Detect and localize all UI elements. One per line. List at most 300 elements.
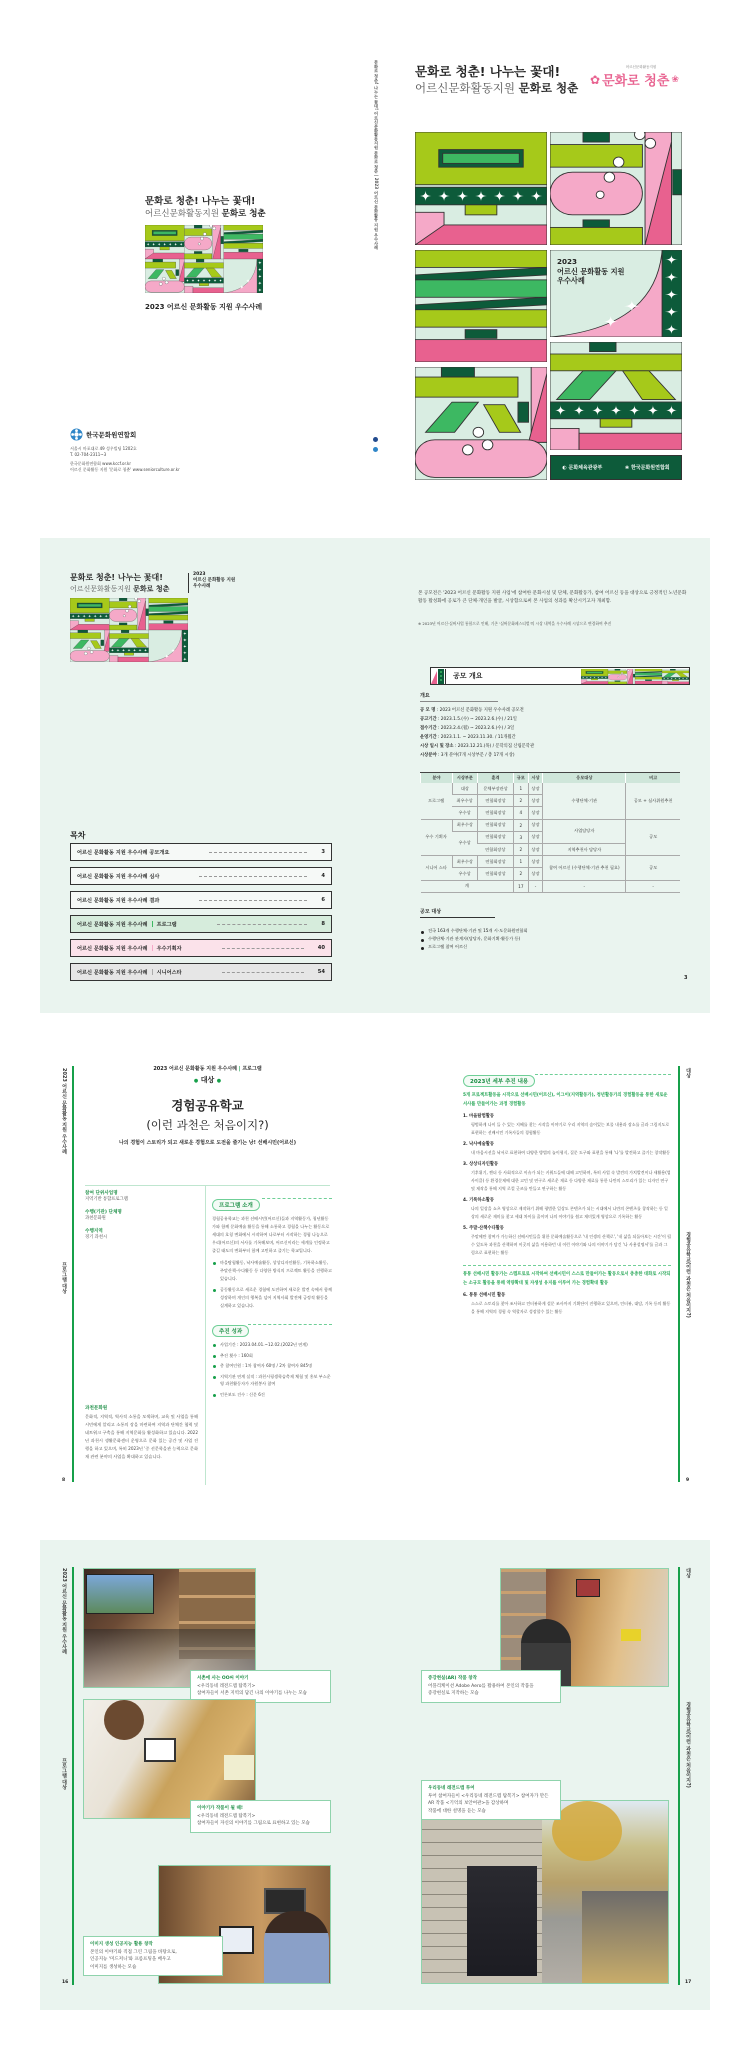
- detail-row: [420, 733, 534, 742]
- pattern-tile: [184, 259, 223, 293]
- pattern-tile: [224, 225, 263, 259]
- detail-row: [420, 715, 534, 724]
- toc-item[interactable]: [70, 867, 332, 885]
- toc-separator: [152, 921, 153, 927]
- detail-item-title: 4. 기록하소활동: [463, 1198, 495, 1203]
- th: 훈격: [478, 773, 514, 784]
- detail-item-title: 5. 주말·산책수다활동: [463, 1226, 504, 1231]
- pattern-shape: [645, 679, 651, 680]
- pattern-dot: [596, 191, 604, 199]
- cell: 2: [514, 819, 529, 831]
- info-label: 수행(기관) 단체명: [85, 1210, 122, 1215]
- cell: 17: [514, 880, 529, 892]
- pattern-dot: [138, 600, 141, 603]
- photo-caption: [190, 1670, 331, 1703]
- page-number: 16: [62, 1980, 69, 1985]
- pattern-shape: [118, 657, 149, 662]
- cell: 1: [514, 856, 529, 868]
- pattern-shape: [224, 225, 263, 230]
- toc-page: 3: [321, 849, 325, 855]
- pattern-shape: [550, 145, 642, 168]
- photo-person: [264, 1911, 329, 1984]
- cell: 3: [514, 831, 529, 843]
- pattern-shape: [121, 630, 129, 633]
- cover-logo-text: 문화로 청춘: [602, 74, 670, 89]
- program-info: [85, 1190, 200, 1247]
- caption-line: <우리동네 레전드맵 탐복기>: [197, 1813, 256, 1819]
- info-value: 경기 과천시: [85, 1235, 108, 1240]
- pattern-shape: [184, 286, 193, 293]
- back-cover-caption: 2023 어르신 문화활동 지원 우수사례: [145, 303, 263, 311]
- detail-value: : 2023.1.5.(수) ~ 2023.2.6.(수) / 21일: [436, 717, 517, 722]
- cell: 상장: [528, 795, 543, 807]
- side-text: 경험공유학교(이런 과천은 처음이지?): [685, 1232, 691, 1318]
- pattern-dot: [627, 669, 629, 670]
- cell: 상장: [528, 807, 543, 819]
- pattern-shape: [415, 280, 547, 297]
- award-label: 대상: [200, 1076, 215, 1084]
- cell: -: [626, 880, 680, 892]
- side-text: 대상: [685, 1568, 691, 1578]
- kccf-flower-icon: ❀: [625, 465, 630, 471]
- green-rule: [678, 1567, 680, 1985]
- org-flower-icon: [70, 428, 83, 441]
- th: 비고: [626, 773, 680, 784]
- pattern-tile: [662, 669, 689, 684]
- pattern-shape: [415, 440, 547, 478]
- program-title: 경험공유학교: [171, 1098, 244, 1113]
- detail-value: : 3개 분야(7개 시상부문 / 총 17개 시상): [436, 753, 515, 758]
- detail-item-6: [463, 1292, 671, 1316]
- pattern-shape: [145, 281, 184, 292]
- pattern-shape: [583, 220, 609, 228]
- pattern-shape: [193, 288, 224, 293]
- info-label: 수행지역: [85, 1229, 103, 1234]
- overview-intro: 본 공모전은 '2023 어르신 문화활동 지원 사업'에 참여한 문화시설 및 단체, 문화활동가, 참여 어르신 등을 대상으로 긍정적인 노년문화활동 활성화에 공로가 큰 단체·개인을 발굴, 시상함으로써 본 사업의 성과를 확산시키고자 개최함.: [418, 591, 687, 604]
- pattern-dot: [619, 674, 621, 675]
- pattern-dot: [200, 237, 203, 240]
- pattern-shape: [465, 205, 497, 215]
- pattern-shape: [608, 681, 627, 683]
- photo-tree: [552, 1801, 622, 1861]
- detail-item-text: 스스로 스토리를 찾아 조사하고 인터뷰하게 설문 조사까지 기획단이 진행하고 있으며, 인터뷰, 대담, 기록 등의 활동을 통해 지역의 경험 속 역할자로 성장할수 있는 활동: [471, 1301, 671, 1314]
- page-number: 8: [62, 1478, 66, 1483]
- pattern-shape: [124, 653, 133, 655]
- org-info-desc: 문화적, 지역적, 역사적 소통을 모색하며, 교육 및 사업을 통해 시민에게 알리고 소통의 장을 마련하여 지역과 단체간 협력 및 네트워크 구축을 통해 지역문화를 활성화하고 있습니다. 2022년 과천시 생활문화센터 운영으로 문화 있는 공간 및 사업 진행을 하고 있으며, 특히 2023년 '중 선문학을관 능력으로 문화재 관련 분야의 사업을 확대하고 있습니다.: [85, 1414, 199, 1459]
- pattern-shape: [149, 624, 188, 630]
- pattern-shape: [119, 598, 127, 601]
- pattern-dot: [90, 651, 93, 654]
- org-info: [85, 1405, 198, 1461]
- contents-pattern: [70, 598, 188, 662]
- detail-row: [420, 706, 534, 715]
- th: 분야: [421, 773, 453, 784]
- toc-item[interactable]: [70, 939, 332, 957]
- pattern-shape: [153, 231, 176, 234]
- caption-line: <우리동네 레전드맵 탐복기>: [197, 1683, 256, 1689]
- detail-value: : 2023.1.1. ~ 2023.11.30. / 11개월간: [436, 735, 516, 740]
- result-item: 사업기간 : 2023.04.01.~12.02.(2022년 연계): [212, 1341, 332, 1349]
- program-header: 2023 어르신 문화활동 지원 우수사례 | 프로그램 ● 대상 ● 경험공유학교 (이런 과천은 처음이지?) 나의 경험이 스토리가 되고 새로운 경험으로 도전을 즐기는 낭! 선배시민(어르신): [85, 1065, 330, 1146]
- cell: 연합회장상: [478, 856, 514, 868]
- pattern-tile: [184, 225, 223, 259]
- detail-pill: 2023년 세부 추진 내용: [463, 1075, 535, 1087]
- banner-emblem-icon: [431, 669, 448, 684]
- detail-value: : 2023 어르신 문화활동 지원 우수사례 공모전: [435, 708, 524, 713]
- program-intro: [212, 1192, 332, 1401]
- divider: [205, 1185, 206, 1485]
- cell: 공모 + 심사위원추천: [626, 783, 680, 819]
- pattern-shape: [591, 678, 597, 679]
- pattern-shape: [109, 625, 137, 630]
- caption-title: 증강현실(AR) 작품 창작: [428, 1676, 477, 1681]
- detail-key: 접수기간: [420, 726, 437, 731]
- target-item: 수행단체·기관 관계자(담당자, 문화기획·활동가 등): [420, 936, 528, 941]
- info-value: 과천문화원: [85, 1216, 106, 1221]
- pattern-tile: [581, 669, 608, 684]
- toc-item[interactable]: [70, 915, 332, 933]
- detail-row: [420, 742, 534, 751]
- pattern-shape: [670, 669, 675, 670]
- rabbit-mascot-icon: ✿: [590, 72, 601, 87]
- detail-value: : 2023.2.4.(월) ~ 2023.2.6.(수) / 3일: [436, 726, 515, 731]
- cell: -: [528, 880, 543, 892]
- side-text: 2023 어르신 문화활동 지원 우수사례: [61, 1568, 67, 1654]
- table-total-row: [421, 880, 681, 892]
- table-row: [421, 819, 681, 831]
- target-heading: 공모 대상: [420, 908, 495, 918]
- toc-label: 어르신 문화활동 지원 우수사례 공모개요: [77, 849, 170, 856]
- divider: [188, 573, 189, 593]
- detail-value: : 2023.12.21.(목) / 문학의집 산림문학관: [453, 744, 535, 749]
- pattern-tile: [550, 132, 682, 245]
- pattern-shape: [415, 310, 547, 327]
- pattern-tile: [149, 630, 188, 662]
- overview-note: ※ 2023년 어르신·실버사업 통합으로 인해, 기존 '실버문화페스티벌'의 시상 내역을 우수사례 시상으로 변경하여 추진: [418, 621, 612, 626]
- pattern-dot: [613, 157, 624, 167]
- intro-pill: 프로그램 소개: [212, 1199, 260, 1211]
- pattern-shape: [164, 621, 173, 623]
- page-number: 3: [684, 975, 688, 981]
- detail-item-title: 1. 마을탐험활동: [463, 1114, 495, 1119]
- toc-item[interactable]: [70, 891, 332, 909]
- flower-icon: ❀: [671, 74, 679, 85]
- pattern-shape: [415, 250, 547, 267]
- toc-leader: [222, 948, 304, 949]
- th: 응모대상: [543, 773, 626, 784]
- pattern-shape: [600, 419, 632, 427]
- pattern-shape: [662, 681, 668, 684]
- cover-year: 2023: [557, 257, 578, 266]
- detail-item: [463, 1225, 671, 1257]
- cell: 연합회장상: [478, 819, 514, 831]
- table-row: [421, 783, 681, 795]
- pattern-shape: [465, 330, 497, 339]
- pattern-shape: [239, 249, 248, 252]
- th: 시상부문: [452, 773, 477, 784]
- toc-separator: [152, 969, 153, 975]
- pattern-shape: [550, 354, 682, 371]
- pattern-shape: [415, 340, 547, 362]
- pattern-shape: [635, 677, 662, 679]
- cell: 공모: [626, 819, 680, 856]
- caption-line: 참여자들이 서촌 지역의 담긴 나의 이야기를 나누는 모습: [197, 1691, 307, 1696]
- detail-item: [463, 1113, 671, 1137]
- detail-item-text: 내 마음시선을 낙서로 표현하여 다양한 방법의 놀이형식, 질문 도구와 표현을 통해 '나'를 발견하고 즐기는 창작활동: [471, 1150, 671, 1155]
- cover-subline-light: 어르신문화활동지원: [415, 81, 515, 95]
- cell: 우수상: [452, 831, 477, 855]
- dashed-rule: [535, 1074, 671, 1075]
- pattern-shape: [199, 283, 208, 286]
- photo-caption: [421, 1780, 561, 1820]
- green-rule: [72, 1567, 74, 1985]
- detail-item-title: 6. 통통 선배시민 활동: [463, 1293, 506, 1298]
- toc-page: 8: [321, 921, 325, 927]
- toc-item[interactable]: [70, 963, 332, 981]
- pattern-tile: [145, 259, 184, 293]
- pattern-dot: [621, 672, 623, 673]
- cell: -: [543, 880, 626, 892]
- pattern-shape: [587, 671, 603, 672]
- pattern-shape: [149, 615, 188, 620]
- pattern-shape: [441, 367, 474, 377]
- photo-caption: [190, 1800, 331, 1833]
- result-item: 지역기관 연계 실적 : 과천시평생학습축제 체험 및 홍보 부스운영 과천활동자가 자원봉사 참여: [212, 1373, 332, 1388]
- caption-line: 인공지능 '미드저니'와 프롬프팅을 배우고: [90, 1957, 171, 1962]
- caption-line: 본인의 이야기와 직접 그린 그림을 바탕으로,: [90, 1949, 177, 1955]
- pattern-tile: [415, 367, 547, 480]
- photo-person: [104, 1700, 144, 1740]
- cell: 연합회장상: [478, 807, 514, 819]
- pattern-shape: [615, 669, 620, 670]
- kccf-logo: [625, 464, 670, 471]
- bullet-icon: ●: [193, 1078, 199, 1084]
- pattern-shape: [176, 270, 179, 276]
- side-line2: 우수사례: [193, 584, 211, 589]
- toc-leader: [222, 972, 304, 973]
- pattern-dot: [84, 652, 87, 655]
- caption-line: 증강현실로 지작하는 모습: [428, 1691, 479, 1696]
- pattern-shape: [160, 247, 169, 250]
- detail-section: [463, 1068, 671, 1316]
- overview-heading: 개요: [420, 692, 498, 702]
- program-tagline: 나의 경험이 스토리가 되고 새로운 경험으로 도전을 즐기는 낭! 선배시민(어르신): [118, 1140, 297, 1146]
- pattern-shape: [662, 670, 689, 672]
- pattern-tile: [145, 225, 184, 259]
- pattern-dot: [87, 647, 90, 650]
- toc-page: 4: [321, 873, 325, 879]
- side-text: 대상: [685, 1068, 691, 1078]
- toc-page: 54: [317, 969, 325, 975]
- results-list: [212, 1341, 332, 1398]
- pattern-shape: [109, 602, 137, 608]
- result-item: 총 참여인원 : 1차 참여자 60명 / 2차 참여자 845명: [212, 1362, 332, 1370]
- dashed-rule: [262, 1198, 332, 1199]
- pattern-dot: [473, 427, 484, 437]
- pattern-tile: [70, 598, 109, 630]
- pattern-shape: [184, 263, 223, 268]
- cell: 1: [514, 783, 529, 795]
- cover-headline: 문화로 청춘! 나누는 꽃대!: [415, 64, 561, 79]
- pattern-shape: [70, 633, 101, 639]
- table-header-row: [421, 773, 681, 784]
- side-text: 경험공유학교(이런 과천은 처음이지?): [685, 1702, 691, 1788]
- pattern-shape: [119, 623, 127, 625]
- section-title: 공모 개요: [453, 672, 483, 680]
- pattern-dot: [203, 233, 206, 236]
- website-link-2[interactable]: 어르신 문화활동 지원 '문화로 청춘' www.seniorculture.or.kr: [70, 467, 180, 472]
- pattern-dot: [198, 243, 200, 245]
- cell: 참여 어르신 (수행단체·기관 추천 필요): [543, 856, 626, 880]
- toc-leader: [209, 852, 307, 853]
- pattern-shape: [224, 252, 263, 259]
- cell: 최우수상: [452, 819, 477, 831]
- caption-line: 참여자들이 자신의 이야기를 그림으로 표현하고 있는 모습: [197, 1821, 310, 1826]
- pattern-dot: [128, 605, 131, 608]
- photo-tablet: [144, 1738, 176, 1762]
- cell: 상장: [528, 856, 543, 868]
- pattern-tile: [109, 598, 148, 630]
- toc-leader: [217, 924, 308, 925]
- back-cover-contact: [70, 446, 180, 473]
- contents-subline-light: 어르신문화활동지원: [70, 585, 131, 593]
- caption-line: 작품에 대한 설명을 듣는 모습: [428, 1808, 486, 1814]
- contents-subline-bold: 문화로 청춘: [133, 585, 170, 593]
- contents-subline: [70, 584, 169, 594]
- pattern-tile: [70, 630, 109, 662]
- dashed-rule: [248, 1324, 332, 1325]
- pattern-tile: [415, 132, 547, 245]
- intro-text: 경험공유학교는 과천 선배시민(어르신)들과 지역활동가, 청년활동가와 함께 문화예술 활동을 통해 소통하고 경험을 나누는 활동으로 세대의 호칭 변화에서 시작하여 나로부터 시작하는 경험 나눔으로 우리(어르신)의 서사를 기록해보며, 어르신이라는 세계를 인정하고 즐길 태도의 변화부터 함께 고민하고 즐기는 학교입니다.: [212, 1216, 330, 1253]
- back-cover-pattern: [145, 225, 263, 293]
- cell: 프로그램: [421, 783, 453, 819]
- photo-people: [467, 1866, 537, 1976]
- pattern-shape: [78, 630, 88, 633]
- caption-title: 서촌에 사는 OO씨 이야기: [197, 1676, 249, 1681]
- intro-bullet: 공동활동으로 새로운 경험에 도전하여 새로운 발견 속에서 함께 성장하며 개인의 행복을 넘어 지역사회 발전에 긍정적 활동을 실계하고 있습니다.: [212, 1286, 332, 1310]
- cell: 상장: [528, 819, 543, 831]
- info-row: [85, 1209, 200, 1222]
- toc-leader: [199, 876, 307, 877]
- toc-item[interactable]: [70, 843, 332, 861]
- info-value: 지역기반 통합프로그램: [85, 1197, 128, 1202]
- detail-key: 시상 일시 및 장소: [420, 744, 454, 749]
- pattern-shape: [635, 673, 662, 675]
- pattern-dot: [645, 138, 656, 148]
- pattern-tile: [109, 630, 148, 662]
- target-item: 프로그램 참여 어르신: [420, 944, 528, 949]
- cell: 연합회장상: [478, 843, 514, 855]
- pattern-tile: [224, 259, 263, 293]
- dashed-rule: [463, 1265, 671, 1266]
- contents-headline: 문화로 청춘! 나누는 꽃대!: [70, 573, 163, 582]
- pattern-shape: [635, 669, 662, 671]
- caption-title: 이야기가 작품이 될 때!: [197, 1806, 243, 1811]
- cell: 상장: [528, 868, 543, 880]
- pattern-shape: [184, 254, 212, 259]
- spine-logo-icon: [373, 437, 378, 442]
- pattern-shape: [550, 227, 642, 245]
- toc-label: 어르신 문화활동 지원 우수사례: [77, 945, 148, 952]
- cell: 계: [421, 880, 514, 892]
- pattern-shape: [668, 681, 689, 683]
- pattern-tile: [608, 669, 635, 684]
- running-header: 2023 어르신 문화활동 지원 우수사례: [153, 1066, 237, 1072]
- pattern-dot: [159, 282, 162, 285]
- detail-item: [463, 1197, 671, 1221]
- detail-row: [420, 751, 534, 760]
- pattern-shape: [109, 656, 118, 662]
- cell: 상장: [528, 831, 543, 843]
- cover-title-line1: 어르신 문화활동 지원: [557, 266, 625, 276]
- pattern-shape: [579, 433, 682, 450]
- divider: [85, 1185, 330, 1186]
- toc-label: 어르신 문화활동 지원 우수사례 심사: [77, 873, 160, 880]
- photo-caption: [83, 1936, 223, 1976]
- org-logo: [70, 428, 136, 441]
- pattern-shape: [590, 342, 616, 352]
- cell: 시니어 스타: [421, 856, 453, 880]
- contents-side-title: [193, 572, 235, 590]
- pattern-shape: [149, 598, 188, 603]
- pattern-tile: [415, 250, 547, 362]
- toc-page: 40: [317, 945, 325, 951]
- cover-footer-logos: [550, 455, 682, 480]
- page-number: 17: [685, 1980, 692, 1985]
- telephone: T. 02-704-2311~3: [70, 452, 107, 457]
- cell: 4: [514, 807, 529, 819]
- detail-key: 공고기간: [420, 717, 437, 722]
- pattern-dot: [482, 440, 493, 450]
- pattern-shape: [608, 670, 627, 673]
- pattern-dot: [135, 598, 138, 600]
- cell: 2: [514, 868, 529, 880]
- photo-road: [582, 1891, 669, 1984]
- toc-sub: 시니어스타: [156, 969, 182, 976]
- pattern-shape: [196, 259, 204, 262]
- pattern-dot: [123, 615, 125, 617]
- photo-screen: [86, 1574, 154, 1614]
- intro-bullets: [212, 1259, 332, 1310]
- detail-item-text: 주말에만 참여가 가능하신 선배시민들을 위한 문화예술활동으로 '내 인생의 산책로', '내 삶을 되돌아보는 시간'이 될 수 있도록 과천을 산책하며 이곳의 삶을 이용하던 내 이런 이야기와 나의 이야기가 담긴 '나 사용설명서'를 글과 그림으로 표현하는 활동: [471, 1234, 671, 1255]
- pattern-shape: [633, 674, 635, 677]
- side-year: 2023: [193, 572, 206, 577]
- toc-leader: [199, 900, 307, 901]
- website-link[interactable]: 한국문화원연합회 www.kccf.or.kr: [70, 461, 131, 466]
- side-line1: 어르신 문화활동 지원: [193, 578, 236, 583]
- ministry-emblem-icon: ◐: [562, 465, 567, 471]
- table-row: [421, 856, 681, 868]
- pattern-shape: [673, 170, 682, 195]
- result-item: 언론보도 건수 : 신문 6건: [212, 1391, 332, 1399]
- target-item: 전국 163개 수행단체·기관 및 15개 시·도문화원연합회: [420, 928, 528, 933]
- toc-page: 6: [321, 897, 325, 903]
- spine-logo-icon-2: [373, 447, 378, 452]
- results-pill: 추진 성과: [212, 1325, 249, 1337]
- pattern-dot: [604, 172, 615, 182]
- pattern-shape: [583, 132, 609, 142]
- address: 서울시 마포대로 49 성우빌딩 1202호: [70, 446, 137, 451]
- pattern-shape: [109, 634, 148, 639]
- photo-screen: [576, 1579, 600, 1597]
- awards-table: [420, 772, 680, 893]
- pattern-shape: [224, 234, 263, 239]
- org-name: 한국문화원연합회: [86, 431, 137, 439]
- overview-details: [420, 706, 534, 760]
- cell: 공모: [626, 856, 680, 880]
- th: 시상: [528, 773, 543, 784]
- banner-pattern: [581, 669, 689, 684]
